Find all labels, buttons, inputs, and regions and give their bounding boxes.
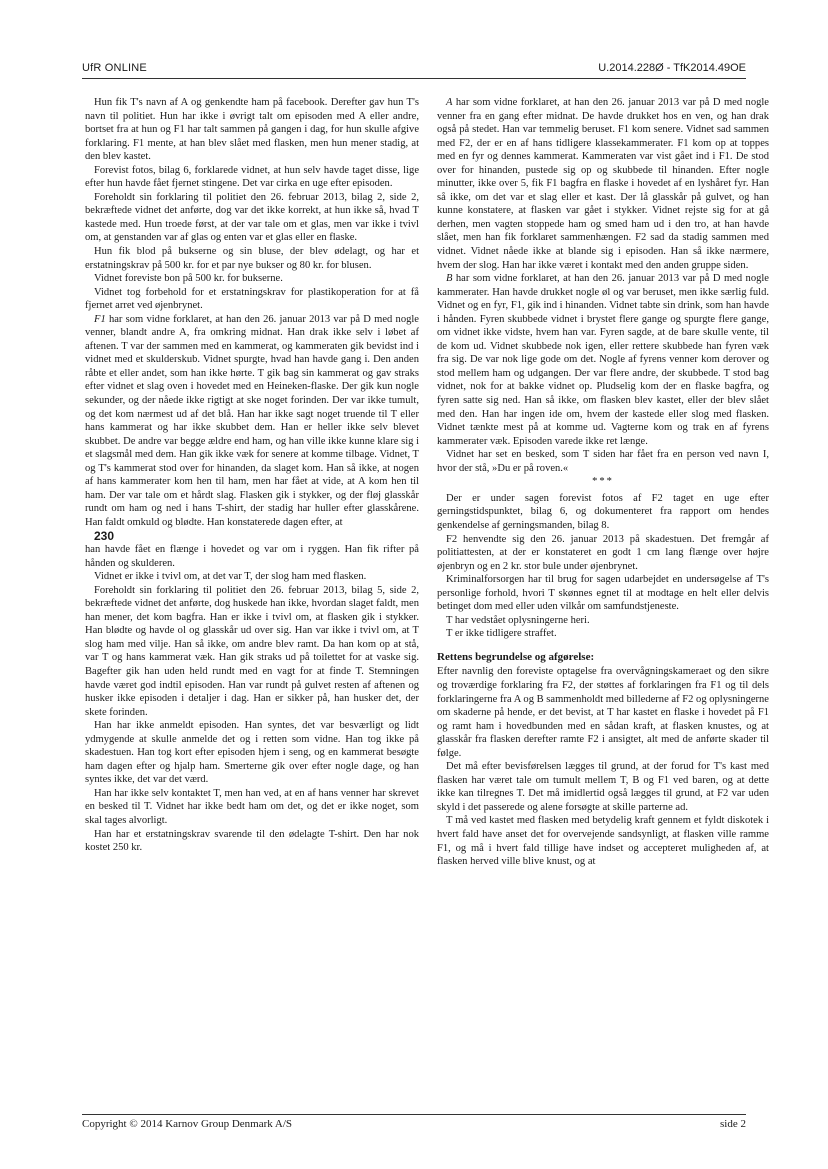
paragraph: Han har et erstatningskrav svarende til den ødelagte T-shirt. Den har nok kostet 250 kr.: [85, 828, 419, 854]
witness-name: A: [446, 97, 453, 108]
paragraph: T har vedstået oplysningerne heri.: [446, 614, 590, 626]
paragraph: T må ved kastet med flasken med betydelig kraft gennem et fyldt diskotek i hvert fald have anset det for overvejende sandsynligt, at flasken ville ramme F1, og må i hvert fald tillige have indset og accepteret muligheden af, at flasken herved ville blive knust, og at: [437, 815, 769, 868]
paragraph: Vidnet foreviste bon på 500 kr. for bukserne.: [94, 273, 283, 285]
paragraph: Vidnet har set en besked, som T siden har fået fra en person ved navn I, hvor der stå, »Du er på roven.«: [437, 449, 769, 474]
paragraph: T er ikke tidligere straffet.: [446, 628, 557, 640]
paragraph: Foreholdt sin forklaring til politiet den 26. februar 2013, bilag 2, side 2, bekræftede vidnet det anførte, dog var det ikke korrekt, at hun ikke så, hvad T kastede med. Hun troede først, at der var tale om et glas, men var ikke i tvivl om, at genstanden var af glas og enten var et glas eller en flaske.: [85, 191, 419, 244]
paragraph-text: har som vidne forklaret, at han den 26. januar 2013 var på D med nogle venner, blandt andre A, fra omkring midnat. Han drak ikke selv i løbet af aftenen. T var der sammen med en kammerat, og kammeraten gik bevidst ind i vidnet med et skulderskub. Vidnet spurgte, hvad han havde gang i. Den anden råbte et eller andet, som han ikke hørte. T gik bag sin kammerat og gav straks efter vidnet et slag oven i hovedet med en Heineken-flaske. Der gik kun nogle sekunder, og der nåede ikke rigtigt at ske noget forinden. Der var ikke tumult, og det kom nærmest ud af det blå. Han har ikke sagt noget truende til T eller hans kammerat og har ikke skubbet dem. Han er heller ikke selv blevet skubbet. De andre var begge ældre end ham, og han ville ikke kunne klare sig i et slagsmål med dem. Han gik ikke væk for senere at komme tilbage. Vidnet, T og T's kammerat stod over for hinanden, da slaget kom. Han så ikke, at nogen af hans kammerater kom hen til ham, men har fået at vide, at A kom hen til ham. Der var tale om et hårdt slag. Flasken gik i stykker, og der fløj glasskår rundt om ham og ned i hans T-shirt, der stadig har huller efter glasskårene. Han faldt omkuld og blødte. Han konstaterede dagen efter, at: [85, 313, 419, 528]
witness-name: F1: [94, 313, 106, 325]
paragraph: han havde fået en flænge i hovedet og var om i ryggen. Han fik rifter på hånden og skulderen.: [85, 544, 419, 569]
paragraph: Vidnet tog forbehold for et erstatningskrav for plastikoperation for at få fjernet arret ved øjenbrynet.: [85, 286, 419, 312]
page-header: [82, 62, 746, 79]
paragraph: Han har ikke selv kontaktet T, men han ved, at en af hans venner har skrevet en besked til T. Vidnet har ikke bedt ham om det, og det er ikke noget, som skal tages alvorligt.: [85, 787, 419, 826]
paragraph: Vidnet er ikke i tvivl om, at det var T, der slog ham med flasken.: [94, 571, 367, 583]
document-reference: U.2014.228Ø - TfK2014.49OE: [598, 62, 746, 74]
paragraph: Kriminalforsorgen har til brug for sagen udarbejdet en undersøgelse af T's personlige forhold, hvori T skønnes egnet til at modtage en helt eller delvis betinget dom med eller uden vilkår om samfundstjeneste.: [437, 574, 769, 613]
paragraph: Efter navnlig den foreviste optagelse fra overvågningskameraet og den sikre og troværdige forklaring fra F2, der støttes af forklaringen fra F1 og til dels forklaringerne fra A og B sammenholdt med billederne af F2 og oplysningerne om skaderne på hende, er det bevist, at T har kastet en flaske i hovedet på F1 og ramt ham i hovedbunden med en sådan kraft, at flasken knustes, og at glasskår fra flasken derefter ramte F2 i ansigtet, alt med de anførte skader til følge.: [437, 666, 769, 759]
paragraph: [437, 272, 769, 448]
paragraph: Forevist fotos, bilag 6, forklarede vidnet, at hun selv havde taget disse, lige efter hun havde fået fjernet stingene. Det var cirka en uge efter episoden.: [85, 164, 419, 190]
page-number: 230: [94, 528, 115, 543]
right-column: [437, 96, 769, 869]
paragraph: Hun fik blod på bukserne og sin bluse, der blev ødelagt, og har et erstatningskrav på 500 kr. for et par nye bukser og 80 kr. for blusen.: [85, 246, 419, 271]
section-heading: Rettens begrundelse og afgørelse:: [437, 650, 595, 663]
section-separator: ***: [592, 476, 614, 488]
page-indicator: side 2: [720, 1118, 746, 1130]
paragraph-text: har som vidne forklaret, at han den 26. januar 2013 var på D med nogle venner fra en gang efter midnat. De havde drukket hos en ven, og han drak også på stedet. Han var temmelig beruset. F1 kom senere. Vidnet sad sammen med F2, der er en af hans tidligere klassekammerater. F1 kom op at toppes med en fyr og dennes kammerat. Kammeraten var vist gået ind i F1. De stod over for hinanden, pustede sig op og skubbede til hinanden. Efter nogle minutter, ikke over 5, fik F1 bagfra en flaske i hovedet af en lyshåret fyr. Han så ikke, om det var et slag eller et kast. Der lå glasskår på gulvet, og han kunne konstatere, at flasken var gået i stykker. Vidnet rejste sig for at gå derhen, men vagten stoppede ham og smed ham ud i den tro, at han havde slået, men han fik forklaret sammenhængen. F2 sad da stadig sammen med vidnet. Vidnet nåede ikke at blande sig i episoden. Han så ikke nærmere, hvem der slog. Han har ikke været i kontakt med den anden gruppe siden.: [437, 97, 769, 271]
paragraph: Foreholdt sin forklaring til politiet den 26. februar 2013, bilag 5, side 2, bekræftede vidnet det anførte, dog huskede han ikke, hvordan slaget faldt, men han mener, det kom bagfra. Han er ikke i tvivl om, at flasken gik i stykker. Han blødte og havde ol og glasskår ud over sig. Han var ikke i tvivl om, at T slog ham med vilje. Han så ikke, om andre blev ramt. Da han kom op at stå, var T og hans kammerat væk. Han gik straks ud på toilettet for at vaske sig. Bagefter gik han uden held rundt med en vagt for at finde T. Stemningen havde været god indtil episoden. Han var rundt på gulvet resten af aftenen og husker ikke episoden i detaljer i dag. Han er sikker på, han husker det, der skete forinden.: [85, 584, 419, 718]
paragraph: F2 henvendte sig den 26. januar 2013 på skadestuen. Det fremgår af politiattesten, at der er konstateret en godt 1 cm lang flænge over højre øjenbryn og en 2 kr. stor bule under øjenbrynet.: [437, 533, 769, 572]
paragraph: Hun fik T's navn af A og genkendte ham på facebook. Derefter gav hun T's navn til politiet. Hun har ikke i øvrigt talt om episoden med A eller andre, bortset fra at hun og F1 har talt sammen på gangen i dag, for hun skulle afgive forklaring. F1 mente, at han blev slået med flasken, men hun mener stadig, at den blev kastet.: [85, 97, 419, 163]
paragraph: [85, 313, 419, 530]
paragraph-text: har som vidne forklaret, at han den 26. januar 2013 var på D med nogle kammerater. Han havde drukket nogle øl og var beruset, men ikke særlig fuld. Vidnet og en fyr, F1, gik ind i hinanden. Vidnet tabte sin drink, som han havde i hånden. Fyren skubbede vidnet i brystet flere gange og spurgte flere gange, om vidnet ikke vidste, hvem han var. Fyren sagde, at de bare skulle vente, til de kom ud. Vidnet skubbede nok igen, eller rettere skubbede han fyren væk fra sig. De var nok lige gode om det. Nogle af fyrens venner kom derover og stod mellem ham og udgangen. Der var flere andre, der skubbede. T stod bag vidnet, nok for at bakke vidnet op. Pludselig kom der en flaske bagfra, og fyren satte sig ned. Han så ikke, om flasken blev kastet, eller der blev slået med den. Han har ingen ide om, hvem der kastede eller slog med flasken. Vidnet tænkte mest på at komme ud. Vagterne kom og trak en af fyrens kammerater væk. Episoden varede ikke ret længe.: [437, 273, 769, 447]
paragraph: Der er under sagen forevist fotos af F2 taget en uge efter gerningstidspunktet, bilag 6, og dokumenteret fra rapport om hendes genkendelse af gerningsmanden, bilag 8.: [437, 492, 769, 531]
publication-name: UfR ONLINE: [82, 62, 147, 74]
page-footer: [82, 1114, 746, 1133]
left-column: [85, 96, 419, 855]
paragraph: [437, 96, 769, 272]
paragraph: Det må efter bevisførelsen lægges til grund, at der forud for T's kast med flasken har været tale om tumult mellem T, B og F1 ved baren, og at dette ikke kan tilregnes T. Det må imidlertid også lægges til grund, at F2 var uden skyld i det passerede og alene forsøgte at skille parterne ad.: [437, 761, 769, 813]
witness-name: B: [446, 273, 453, 285]
copyright-notice: Copyright © 2014 Karnov Group Denmark A/S: [82, 1118, 293, 1130]
paragraph: Han har ikke anmeldt episoden. Han syntes, det var besværligt og lidt ydmygende at skulle anmelde det og i retten som vidne. Han tog ikke på skadestuen. Han tog kort efter episoden hjem i seng, og en kammerat besøgte ham dagen efter og hjalp ham. Smerterne gik over efter nogle dage, og han syntes ikke, det var det værd.: [85, 720, 419, 786]
